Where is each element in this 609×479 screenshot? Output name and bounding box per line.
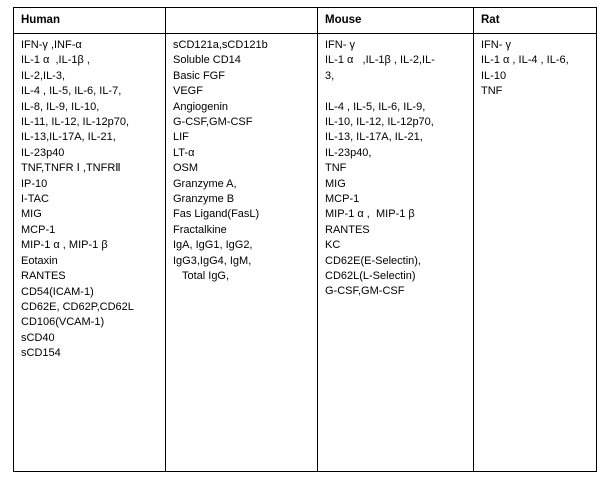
list-item: RANTES (325, 223, 370, 236)
list-item: MCP-1 (325, 193, 360, 206)
list-item: Eotaxin (21, 254, 58, 267)
list-item: MIP-1 α , MIP-1 β (21, 239, 108, 252)
list-item: Granzyme B (173, 193, 235, 206)
list-item: LT-α (173, 146, 195, 159)
list-item: MIG (325, 177, 346, 190)
list-item: Angiogenin (173, 100, 229, 113)
list-item: CD106(VCAM-1) (21, 316, 105, 329)
list-item: IL-10 (481, 69, 507, 82)
list-item: TNF (481, 85, 503, 98)
list-item: IL-23p40 (21, 146, 65, 159)
list-item: OSM (173, 162, 199, 175)
list-item: G-CSF,GM-CSF (173, 116, 253, 129)
list-item: Fractalkine (173, 223, 227, 236)
list-item: TNF,TNFR Ⅰ ,TNFRⅡ (21, 162, 121, 175)
list-item: IL-13, IL-17A, IL-21, (325, 131, 423, 144)
list-item: Total IgG, (173, 270, 230, 283)
list-item: CD62E, CD62P,CD62L (21, 300, 134, 313)
list-item: G-CSF,GM-CSF (325, 285, 405, 298)
list-item: IFN- γ (481, 39, 511, 51)
list-item: IL-8, IL-9, IL-10, (21, 100, 100, 113)
list-item: IL-13,IL-17A, IL-21, (21, 131, 116, 144)
cell-rat-list (474, 34, 597, 472)
list-item: IgA, IgG1, IgG2, (173, 239, 253, 252)
cell-human-list (14, 34, 166, 472)
list-item: I-TAC (21, 193, 49, 206)
list-item: Granzyme A, (173, 177, 237, 190)
list-item: IL-4 , IL-5, IL-6, IL-9, (325, 100, 426, 113)
column-header-human-continued (166, 8, 318, 34)
list-item: CD62E(E-Selectin), (325, 254, 421, 267)
list-item: LIF (173, 131, 189, 144)
list-item: 3, (325, 69, 335, 82)
human-analyte-list-2 (173, 38, 311, 285)
list-item: IL-10, IL-12, IL-12p70, (325, 116, 434, 129)
list-item: sCD154 (21, 347, 61, 360)
table-header-row (14, 8, 597, 34)
list-item: RANTES (21, 270, 66, 283)
list-item: Soluble CD14 (173, 54, 241, 67)
list-item: IP-10 (21, 177, 48, 190)
mouse-analyte-list (325, 38, 467, 300)
list-item: Basic FGF (173, 69, 225, 82)
table-row (14, 34, 597, 472)
list-item: MIP-1 α , MIP-1 β (325, 208, 415, 221)
list-item: IgG3,IgG4, IgM, (173, 254, 252, 267)
list-item: VEGF (173, 85, 203, 98)
list-item: CD54(ICAM-1) (21, 285, 94, 298)
column-header-rat: Rat (474, 8, 597, 34)
list-item: TNF (325, 162, 347, 175)
list-item: IL-11, IL-12, IL-12p70, (21, 116, 130, 129)
list-item: Fas Ligand(FasL) (173, 208, 260, 221)
list-item: IL-4 , IL-5, IL-6, IL-7, (21, 85, 122, 98)
analyte-table (13, 7, 597, 472)
list-item: IFN-γ ,INF-α (21, 39, 82, 51)
list-item: KC (325, 239, 341, 252)
column-header-human: Human (14, 8, 166, 34)
cell-human-list-continued (166, 34, 318, 472)
column-header-mouse: Mouse (318, 8, 474, 34)
rat-analyte-list (481, 38, 590, 100)
list-item: IL-1 α ,IL-1β , (21, 54, 90, 67)
list-item: IL-23p40, (325, 146, 372, 159)
list-item: CD62L(L-Selectin) (325, 270, 416, 283)
list-item (325, 84, 467, 99)
list-item: MCP-1 (21, 223, 56, 236)
list-item: IL-1 α , IL-4 , IL-6, (481, 54, 569, 67)
list-item: MIG (21, 208, 42, 221)
list-item: sCD121a,sCD121b (173, 39, 268, 51)
cell-mouse-list (318, 34, 474, 472)
list-item: sCD40 (21, 331, 55, 344)
list-item: IL-1 α ,IL-1β , IL-2,IL- (325, 54, 435, 67)
list-item: IFN- γ (325, 39, 355, 51)
human-analyte-list (21, 38, 159, 362)
list-item: IL-2,IL-3, (21, 69, 66, 82)
